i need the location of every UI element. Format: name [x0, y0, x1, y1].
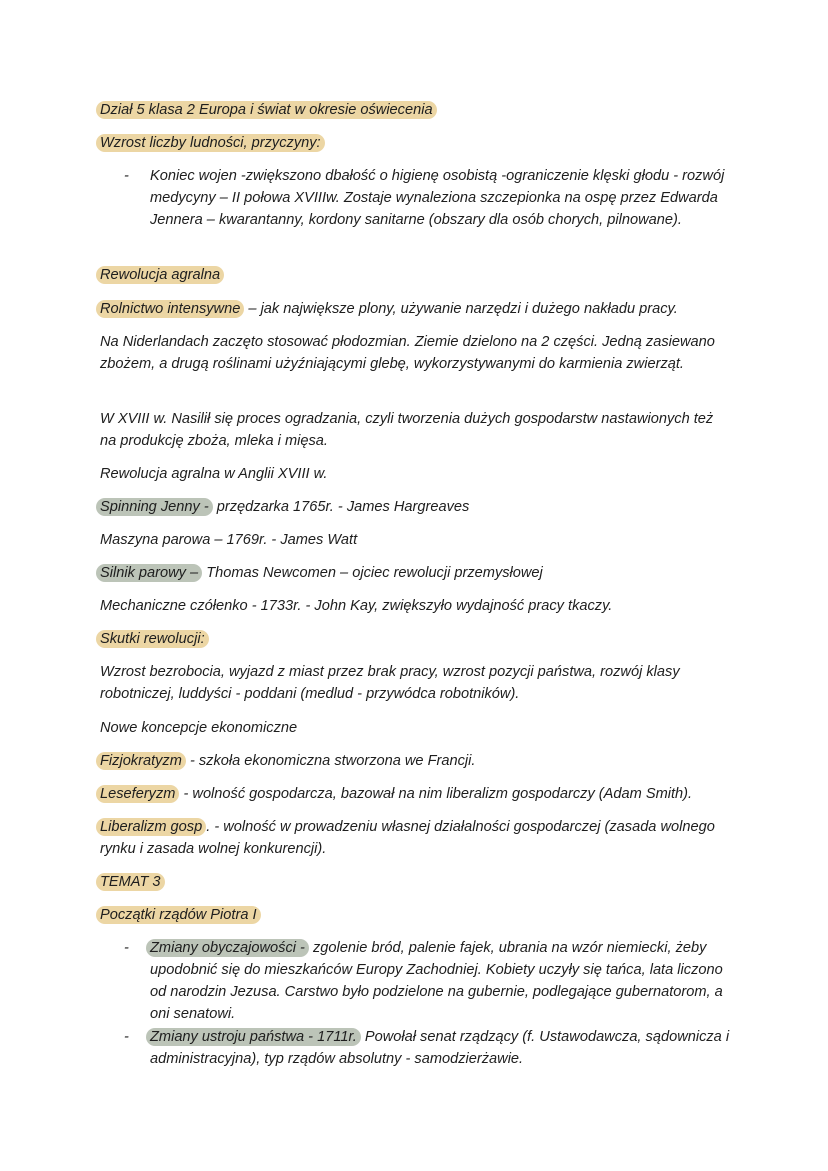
term-intensive-farming: Rolnictwo intensywne [96, 300, 244, 318]
heading-effects: Skutki rewolucji: [100, 628, 209, 650]
paragraph-effects: Wzrost bezrobocia, wyjazd z miast przez brak pracy, wzrost pozycji państwa, rozwój klasy robotniczej, luddyści - poddani (medlud - przywódca robotników). [100, 664, 680, 702]
heading-agrarian-revolution: Rewolucja agralna [100, 264, 224, 286]
paragraph-netherlands: Na Niderlandach zaczęto stosować płodozmian. Ziemie dzielono na 2 części. Jedną zasiewano zbożem, a drugą roślinami użyźniającymi glebę, wykorzystywanymi do karmienia zwierząt. [100, 334, 715, 372]
bullet-dash: - [124, 1029, 129, 1045]
paragraph-steam-engine: Silnik parowy – Thomas Newcomen – ojciec rewolucji przemysłowej [100, 562, 543, 584]
heading-topic-3: TEMAT 3 [100, 871, 165, 893]
paragraph-enclosure: W XVIII w. Nasilił się proces ogradzania, czyli tworzenia dużych gospodarstw nastawionych też na produkcję zboża, mleka i mięsa. [100, 411, 714, 449]
paragraph-physiocracy: Fizjokratyzm - szkoła ekonomiczna stworzona we Francji. [100, 750, 475, 772]
document-title: Dział 5 klasa 2 Europa i świat w okresie oświecenia [100, 99, 437, 121]
term-laissez-faire: Leseferyzm [96, 785, 179, 803]
bullet-customs-changes: Zmiany obyczajowości - zgolenie bród, palenie fajek, ubrania na wzór niemiecki, żeby upodobnić się do mieszkańców Europy Zachodniej. Kobiety uczyły się tańca, lata liczono od narodzin Jezusa. Carstwo było podzielone na gubernie, podlegające gubernatorom, a oni senatowi. [150, 937, 740, 1025]
paragraph-england: Rewolucja agralna w Anglii XVIII w. [100, 466, 328, 482]
paragraph-spinning-jenny: Spinning Jenny - przędzarka 1765r. - James Hargreaves [100, 496, 469, 518]
bullet-dash: - [124, 940, 129, 956]
heading-peter-reign: Początki rządów Piotra I [100, 904, 261, 926]
term-spinning-jenny: Spinning Jenny - [96, 498, 213, 516]
bullet-population-causes: Koniec wojen -zwiększono dbałość o higienę osobistą -ograniczenie klęski głodu - rozwój medycyny – II połowa XVIIIw. Zostaje wynaleziona szczepionka na ospę przez Edwarda Jennera – kwarantanny, kordony sanitarne (obszary dla osób chorych, pilnowane). [150, 168, 725, 228]
paragraph-steam-machine: Maszyna parowa – 1769r. - James Watt [100, 532, 358, 548]
paragraph-liberalism: Liberalizm gosp . - wolność w prowadzeniu własnej działalności gospodarczej (zasada wolnego rynku i zasada wolnej konkurencji). [100, 816, 730, 860]
paragraph-laissez-faire: Leseferyzm - wolność gospodarcza, bazował na nim liberalizm gospodarczy (Adam Smith). [100, 783, 692, 805]
bullet-dash: - [124, 168, 129, 184]
paragraph-intensive-farming: Rolnictwo intensywne – jak największe plony, używanie narzędzi i dużego nakładu pracy. [100, 298, 678, 320]
term-physiocracy: Fizjokratyzm [96, 752, 186, 770]
term-state-system-changes: Zmiany ustroju państwa - 1711r. [146, 1028, 361, 1046]
paragraph-economic-concepts: Nowe koncepcje ekonomiczne [100, 720, 298, 736]
bullet-state-system-changes: Zmiany ustroju państwa - 1711r. Powołał senat rządzący (f. Ustawodawcza, sądownicza i administracyjna), typ rządów absolutny - samodzierżawie. [150, 1026, 740, 1070]
heading-population-growth: Wzrost liczby ludności, przyczyny: [100, 132, 325, 154]
term-steam-engine: Silnik parowy – [96, 564, 202, 582]
paragraph-flying-shuttle: Mechaniczne czółenko - 1733r. - John Kay, zwiększyło wydajność pracy tkaczy. [100, 598, 613, 614]
term-customs-changes: Zmiany obyczajowości - [146, 939, 309, 957]
term-liberalism: Liberalizm gosp [96, 818, 206, 836]
